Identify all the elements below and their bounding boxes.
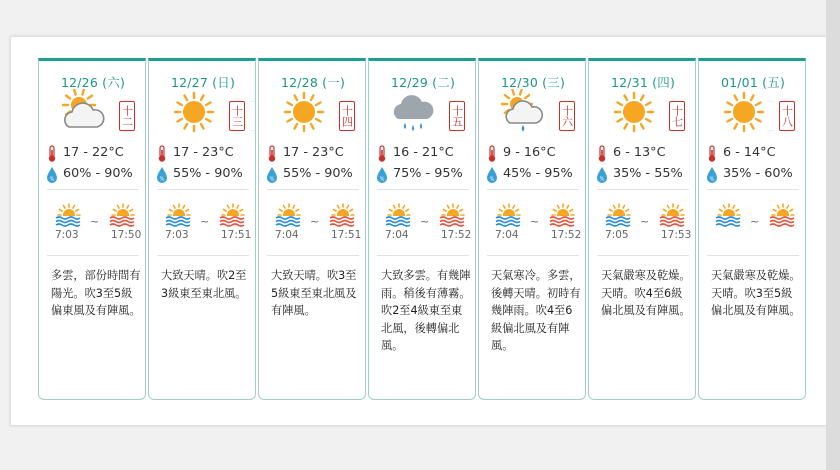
svg-text:%: % bbox=[489, 176, 495, 183]
divider bbox=[267, 255, 359, 256]
divider bbox=[267, 189, 359, 190]
thermometer-icon bbox=[705, 145, 719, 163]
sunset-time: 17:51 bbox=[221, 229, 252, 241]
humidity-drop-icon bbox=[155, 166, 169, 184]
lunar-date-badge: 十六 bbox=[559, 101, 575, 131]
lunar-date-badge: 十五 bbox=[449, 101, 465, 131]
humidity-drop-icon bbox=[705, 166, 719, 184]
humidity-drop-icon bbox=[45, 166, 59, 184]
divider bbox=[47, 255, 139, 256]
day-card bbox=[38, 58, 146, 400]
divider bbox=[487, 189, 579, 190]
sunset-icon bbox=[659, 203, 687, 227]
humidity-range: 55% - 90% bbox=[173, 166, 243, 181]
day-card bbox=[148, 58, 256, 400]
temperature-range: 16 - 21°C bbox=[393, 145, 454, 160]
temperature-range: 17 - 23°C bbox=[283, 145, 344, 160]
sunny-icon bbox=[169, 89, 219, 135]
temperature-range: 6 - 13°C bbox=[613, 145, 666, 160]
temperature-range: 9 - 16°C bbox=[503, 145, 556, 160]
svg-text:%: % bbox=[709, 176, 715, 183]
sunrise-time: 7:03 bbox=[55, 229, 79, 241]
sunset-time: 17:51 bbox=[331, 229, 362, 241]
range-tilde: ~ bbox=[750, 215, 760, 228]
divider bbox=[157, 255, 249, 256]
range-tilde: ~ bbox=[420, 215, 430, 228]
sunset-icon bbox=[109, 203, 137, 227]
sunrise-icon bbox=[385, 203, 413, 227]
humidity-drop-icon bbox=[375, 166, 389, 184]
thermometer-icon bbox=[595, 145, 609, 163]
day-date: 12/28 (一) bbox=[280, 75, 346, 90]
sunset-icon bbox=[769, 203, 797, 227]
thermometer-icon bbox=[155, 145, 169, 163]
forecast-description: 天氣寒冷。多雲，後轉天晴。初時有幾陣雨。吹4至6級偏北風及有陣風。 bbox=[491, 269, 581, 353]
divider bbox=[487, 255, 579, 256]
humidity-range: 75% - 95% bbox=[393, 166, 463, 181]
forecast-description: 天氣嚴寒及乾燥。天晴。吹4至6級偏北風及有陣風。 bbox=[601, 269, 691, 318]
humidity-drop-icon bbox=[485, 166, 499, 184]
sunset-icon bbox=[329, 203, 357, 227]
divider bbox=[597, 255, 689, 256]
svg-text:%: % bbox=[599, 176, 605, 183]
temperature-range: 17 - 22°C bbox=[63, 145, 124, 160]
sunrise-icon bbox=[165, 203, 193, 227]
forecast-description: 天氣嚴寒及乾燥。天晴。吹3至5級偏北風及有陣風。 bbox=[711, 269, 801, 318]
humidity-range: 45% - 95% bbox=[503, 166, 573, 181]
svg-text:%: % bbox=[379, 176, 385, 183]
svg-text:%: % bbox=[159, 176, 165, 183]
forecast-description: 大致天晴。吹2至3級東至東北風。 bbox=[161, 269, 247, 300]
day-card bbox=[588, 58, 696, 400]
range-tilde: ~ bbox=[310, 215, 320, 228]
day-date: 12/30 (三) bbox=[500, 75, 566, 90]
sun-rain-cloud-icon bbox=[499, 89, 549, 135]
sunrise-time: 7:04 bbox=[495, 229, 519, 241]
day-card bbox=[368, 58, 476, 400]
divider bbox=[377, 189, 469, 190]
sunset-icon bbox=[219, 203, 247, 227]
humidity-range: 35% - 55% bbox=[613, 166, 683, 181]
forecast-description: 大致多雲。有幾陣雨。稍後有薄霧。吹2至4級東至東北風，後轉偏北風。 bbox=[381, 269, 471, 353]
temperature-range: 17 - 23°C bbox=[173, 145, 234, 160]
sunny-icon bbox=[719, 89, 769, 135]
lunar-date-badge: 十四 bbox=[339, 101, 355, 131]
range-tilde: ~ bbox=[640, 215, 650, 228]
sunset-time: 17:53 bbox=[661, 229, 692, 241]
sunrise-time: 7:04 bbox=[275, 229, 299, 241]
thermometer-icon bbox=[265, 145, 279, 163]
sunset-time: 17:52 bbox=[551, 229, 582, 241]
sunrise-time: 7:05 bbox=[605, 229, 629, 241]
forecast-description: 大致天晴。吹3至5級東至東北風及有陣風。 bbox=[271, 269, 357, 318]
thermometer-icon bbox=[375, 145, 389, 163]
sunset-time: 17:52 bbox=[441, 229, 472, 241]
humidity-drop-icon bbox=[595, 166, 609, 184]
divider bbox=[707, 189, 799, 190]
day-card bbox=[258, 58, 366, 400]
divider bbox=[157, 189, 249, 190]
sunrise-icon bbox=[495, 203, 523, 227]
lunar-date-badge: 十二 bbox=[119, 101, 135, 131]
forecast-description: 多雲，部份時間有陽光。吹3至5級偏東風及有陣風。 bbox=[51, 269, 141, 318]
sunrise-icon bbox=[715, 203, 743, 227]
sunrise-time: 7:03 bbox=[165, 229, 189, 241]
svg-text:%: % bbox=[269, 176, 275, 183]
lunar-date-badge: 十七 bbox=[669, 101, 685, 131]
sunny-icon bbox=[279, 89, 329, 135]
day-date: 12/29 (二) bbox=[390, 75, 456, 90]
window-edge bbox=[826, 0, 840, 470]
rain-cloud-icon bbox=[389, 89, 439, 135]
range-tilde: ~ bbox=[200, 215, 210, 228]
divider bbox=[707, 255, 799, 256]
sunrise-icon bbox=[275, 203, 303, 227]
humidity-range: 60% - 90% bbox=[63, 166, 133, 181]
day-date: 12/31 (四) bbox=[610, 75, 676, 90]
thermometer-icon bbox=[45, 145, 59, 163]
humidity-range: 35% - 60% bbox=[723, 166, 793, 181]
sunrise-icon bbox=[55, 203, 83, 227]
sunset-icon bbox=[549, 203, 577, 227]
divider bbox=[377, 255, 469, 256]
range-tilde: ~ bbox=[90, 215, 100, 228]
day-date: 12/26 (六) bbox=[60, 75, 126, 90]
sunny-icon bbox=[609, 89, 659, 135]
temperature-range: 6 - 14°C bbox=[723, 145, 776, 160]
range-tilde: ~ bbox=[530, 215, 540, 228]
sunrise-time: 7:04 bbox=[385, 229, 409, 241]
thermometer-icon bbox=[485, 145, 499, 163]
sunrise-icon bbox=[605, 203, 633, 227]
divider bbox=[47, 189, 139, 190]
divider bbox=[597, 189, 689, 190]
lunar-date-badge: 十八 bbox=[779, 101, 795, 131]
sunset-icon bbox=[439, 203, 467, 227]
day-date: 01/01 (五) bbox=[720, 75, 786, 90]
day-date: 12/27 (日) bbox=[170, 75, 236, 90]
lunar-date-badge: 十三 bbox=[229, 101, 245, 131]
humidity-range: 55% - 90% bbox=[283, 166, 353, 181]
day-card bbox=[478, 58, 586, 400]
day-card bbox=[698, 58, 806, 400]
partly-cloudy-icon bbox=[59, 89, 109, 135]
sunset-time: 17:50 bbox=[111, 229, 142, 241]
humidity-drop-icon bbox=[265, 166, 279, 184]
svg-text:%: % bbox=[49, 176, 55, 183]
